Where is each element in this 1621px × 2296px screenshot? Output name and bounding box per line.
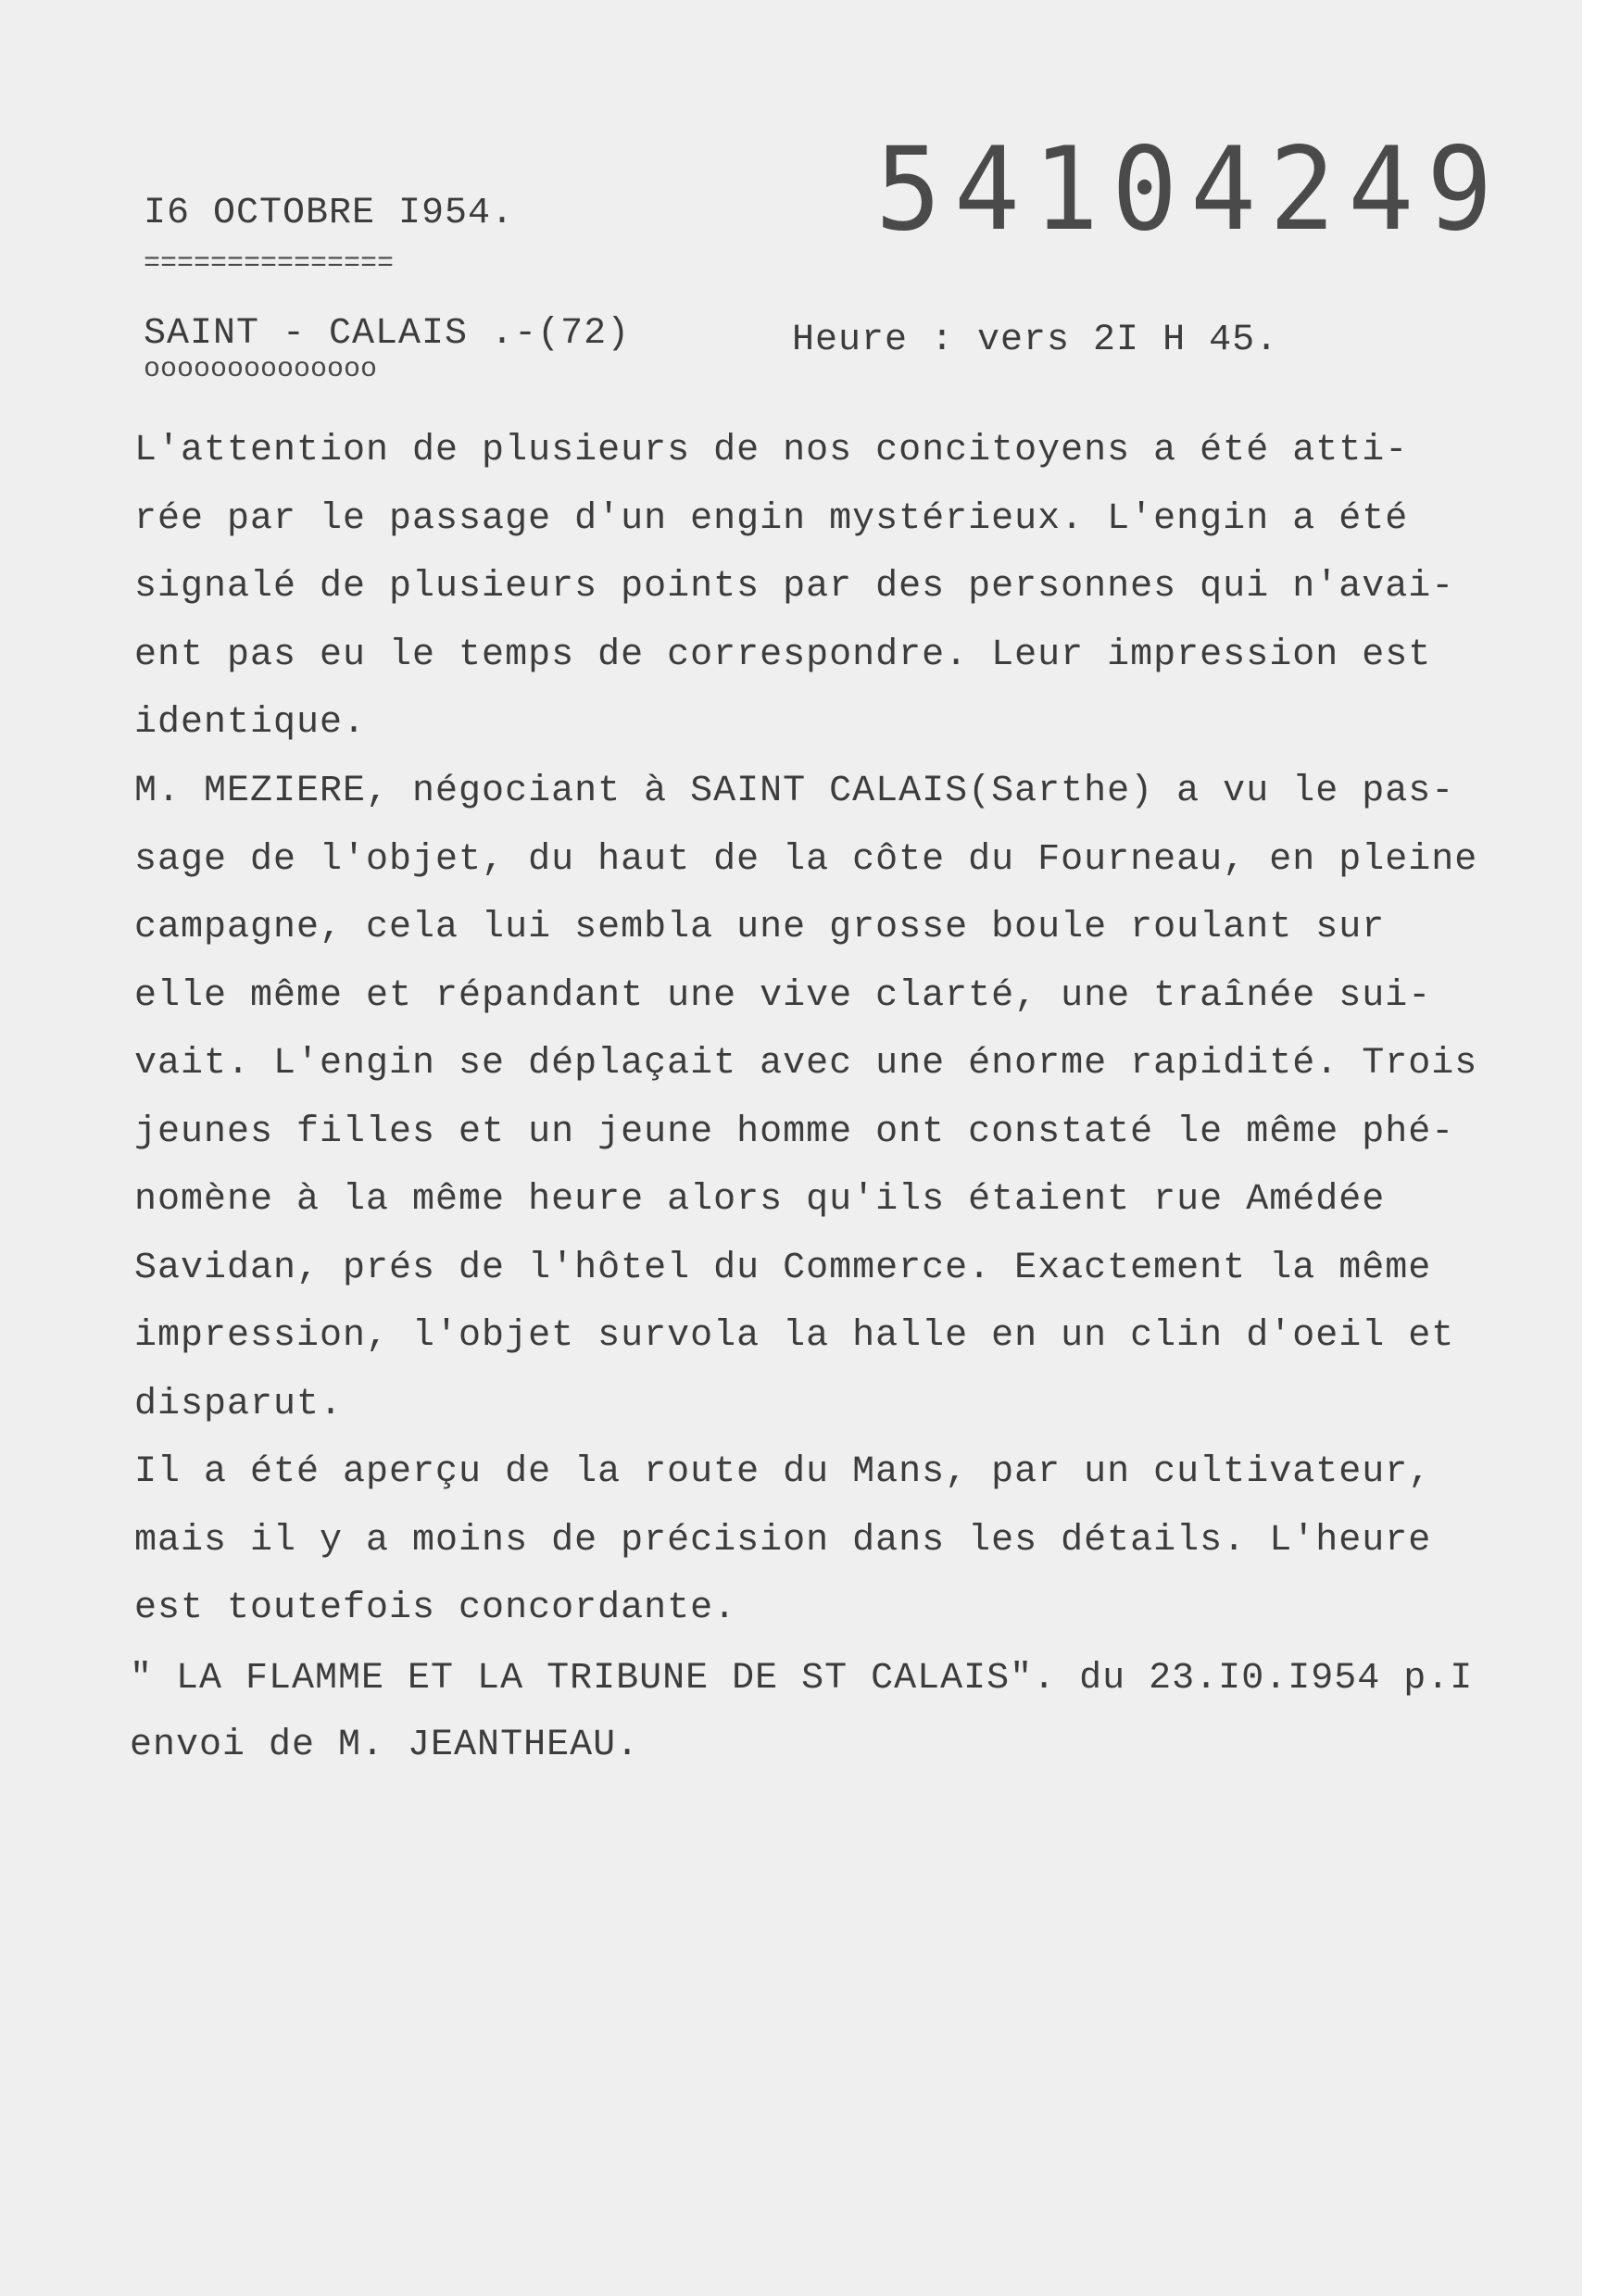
time-heading: Heure : vers 2I H 45. bbox=[792, 320, 1279, 361]
place-heading: SAINT - CALAIS .-(72) bbox=[144, 313, 631, 355]
source-citation: " LA FLAMME ET LA TRIBUNE DE ST CALAIS". du 23.I0.I954 p.I bbox=[130, 1658, 1474, 1700]
date-underline: =============== bbox=[144, 248, 395, 280]
paragraph-intro: L'attention de plusieurs de nos concitoyens a été atti- rée par le passage d'un engin mystérieux. L'engin a été signalé de plusieurs points par des personnes qui n'avai- ent pas eu le temps de correspondre. Leur impression est identique. bbox=[134, 430, 1455, 744]
place-underline: oooooooooooooo bbox=[144, 354, 378, 385]
paragraph-farmer: Il a été aperçu de la route du Mans, par un cultivateur, mais il y a moins de précision dans les détails. L'heure est toutefois concordante. bbox=[134, 1451, 1432, 1629]
sender-note: envoi de M. JEANTHEAU. bbox=[130, 1725, 640, 1766]
scan-margin bbox=[1582, 0, 1621, 2296]
document-date: I6 OCTOBRE I954. bbox=[144, 193, 515, 234]
paragraph-witness: M. MEZIERE, négociant à SAINT CALAIS(Sarthe) a vu le pas- sage de l'objet, du haut de la côte du Fourneau, en pleine campagne, cela lui sembla une grosse boule roulant sur elle même et répandant une vive clarté, une traînée sui- vait. L'engin se déplaçait avec une énorme rapidité. Trois jeunes filles et un jeune homme ont constaté le même phé- nomène à la même heure alors qu'ils étaient rue Amédée Savidan, prés de l'hôtel du Commerce. Exactement la même impression, l'objet survola la halle en un clin d'oeil et disparut. bbox=[134, 771, 1478, 1425]
reference-number-stamp: 54104249 bbox=[875, 121, 1506, 257]
